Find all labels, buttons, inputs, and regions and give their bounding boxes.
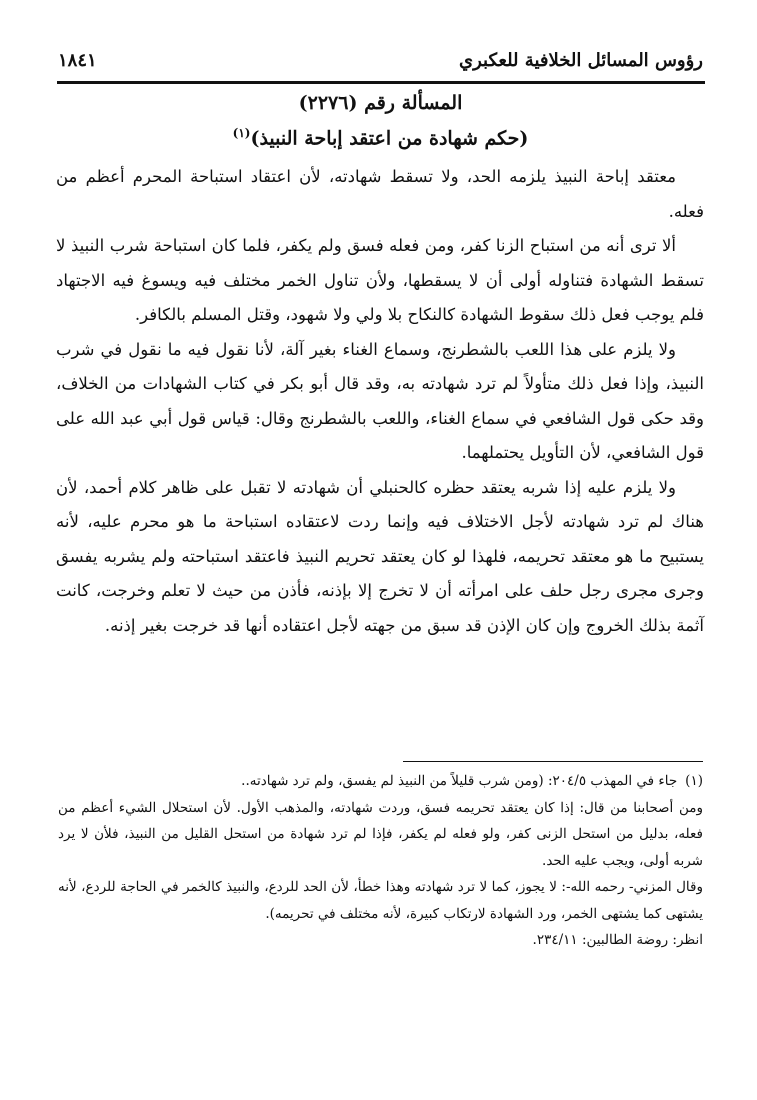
- running-header: [58, 42, 703, 78]
- issue-subtitle: [58, 126, 703, 149]
- issue-title: المسألة رقم (٢٢٧٦): [298, 92, 463, 114]
- footnote-number: (١): [685, 773, 703, 789]
- footnotes: [58, 768, 703, 954]
- page-number: ١٨٤١: [58, 49, 97, 71]
- footnote-text: جاء في المهذب ٢٠٤/٥: (ومن شرب قليلاً من النبيذ لم يفسق، ولم ترد شهادته..: [241, 773, 678, 789]
- footnote-line: وقال المزني- رحمه الله-: لا يجوز، كما لا ترد شهادته وهذا خطأ، لأن الحد للردع، والنبيذ كالخمر في الحاجة للردع، لأنه يشتهى كما يشتهى الخمر، ورد الشهادة لارتكاب كبيرة، لأنه مختلف في تحريمه).: [58, 879, 703, 922]
- paragraph: ألا ترى أنه من استباح الزنا كفر، ومن فعله فسق ولم يكفر، فلما كان استباحة شرب النبيذ لا تسقط الشهادة فتناوله أولى أن لا يسقطها، ولأن تناول الخمر مختلف فيه ويسوغ فيه الاجتهاد فلم يوجب فعل ذلك سقوط الشهادة كالنكاح بلا ولي ولا شهود، وقتل المسلم بالكافر.: [56, 236, 704, 324]
- footnote-line: [58, 768, 703, 795]
- header-rule: [57, 81, 705, 84]
- issue-subtitle-text: (حكم شهادة من اعتقد إباحة النبيذ): [250, 127, 529, 150]
- main-text: [56, 160, 704, 643]
- footnote-separator: [403, 761, 703, 762]
- footnote-line: ومن أصحابنا من قال: إذا كان يعتقد تحريمه فسق، وردت شهادته، والمذهب الأول. لأن استحلال الشيء أعظم من فعله، بدليل من استحل الزنى كفر، ولو فعله لم يكفر، فإذا لم ترد شهادة من استحل القليل من النبيذ، فلأن لا يرد شربه أولى، ويجب عليه الحد.: [58, 799, 703, 869]
- paragraph: ولا يلزم عليه إذا شربه يعتقد حظره كالحنبلي أن شهادته لا تقبل على ظاهر كلام أحمد، لأن هناك لم ترد شهادته لأجل الاختلاف فيه وإنما ردت لاعتقاده استباحة ما هو محرم عليه، لأنه يستبيح ما هو معتقد تحريمه، فلهذا لو كان يعتقد تحريم النبيذ فاعتقد استباحته ولم يشربه يفسق وجرى مجرى رجل حلف على امرأته أن لا تخرج إلا بإذنه، فأذن من حيث لا تعلم وخرجت، كانت آثمة بذلك الخروج وإن كان الإذن قد سبق من جهته لأجل اعتقاده أنها قد خرجت بغير إذنه.: [56, 477, 704, 635]
- book-title: رؤوس المسائل الخلافية للعكبري: [459, 49, 703, 71]
- paragraph: ولا يلزم على هذا اللعب بالشطرنج، وسماع الغناء بغير آلة، لأنا نقول فيه ما نقول في شرب النبيذ، وإذا فعل ذلك متأولاً لم ترد شهادته به، وقد قال أبو بكر في كتاب الشهادات من الخلاف، وقد حكى قول الشافعي في سماع الغناء، واللعب بالشطرنج وقال: قياس قول أبي عبد الله على قول الشافعي، لأن التأويل يحتملهما.: [56, 339, 704, 462]
- paragraph: معتقد إباحة النبيذ يلزمه الحد، ولا تسقط شهادته، لأن اعتقاد استباحة المحرم أعظم من فعله.: [56, 167, 704, 221]
- footnote-line: انظر: روضة الطالبين: ٢٣٤/١١.: [532, 932, 703, 948]
- footnote-marker: (١): [232, 126, 251, 140]
